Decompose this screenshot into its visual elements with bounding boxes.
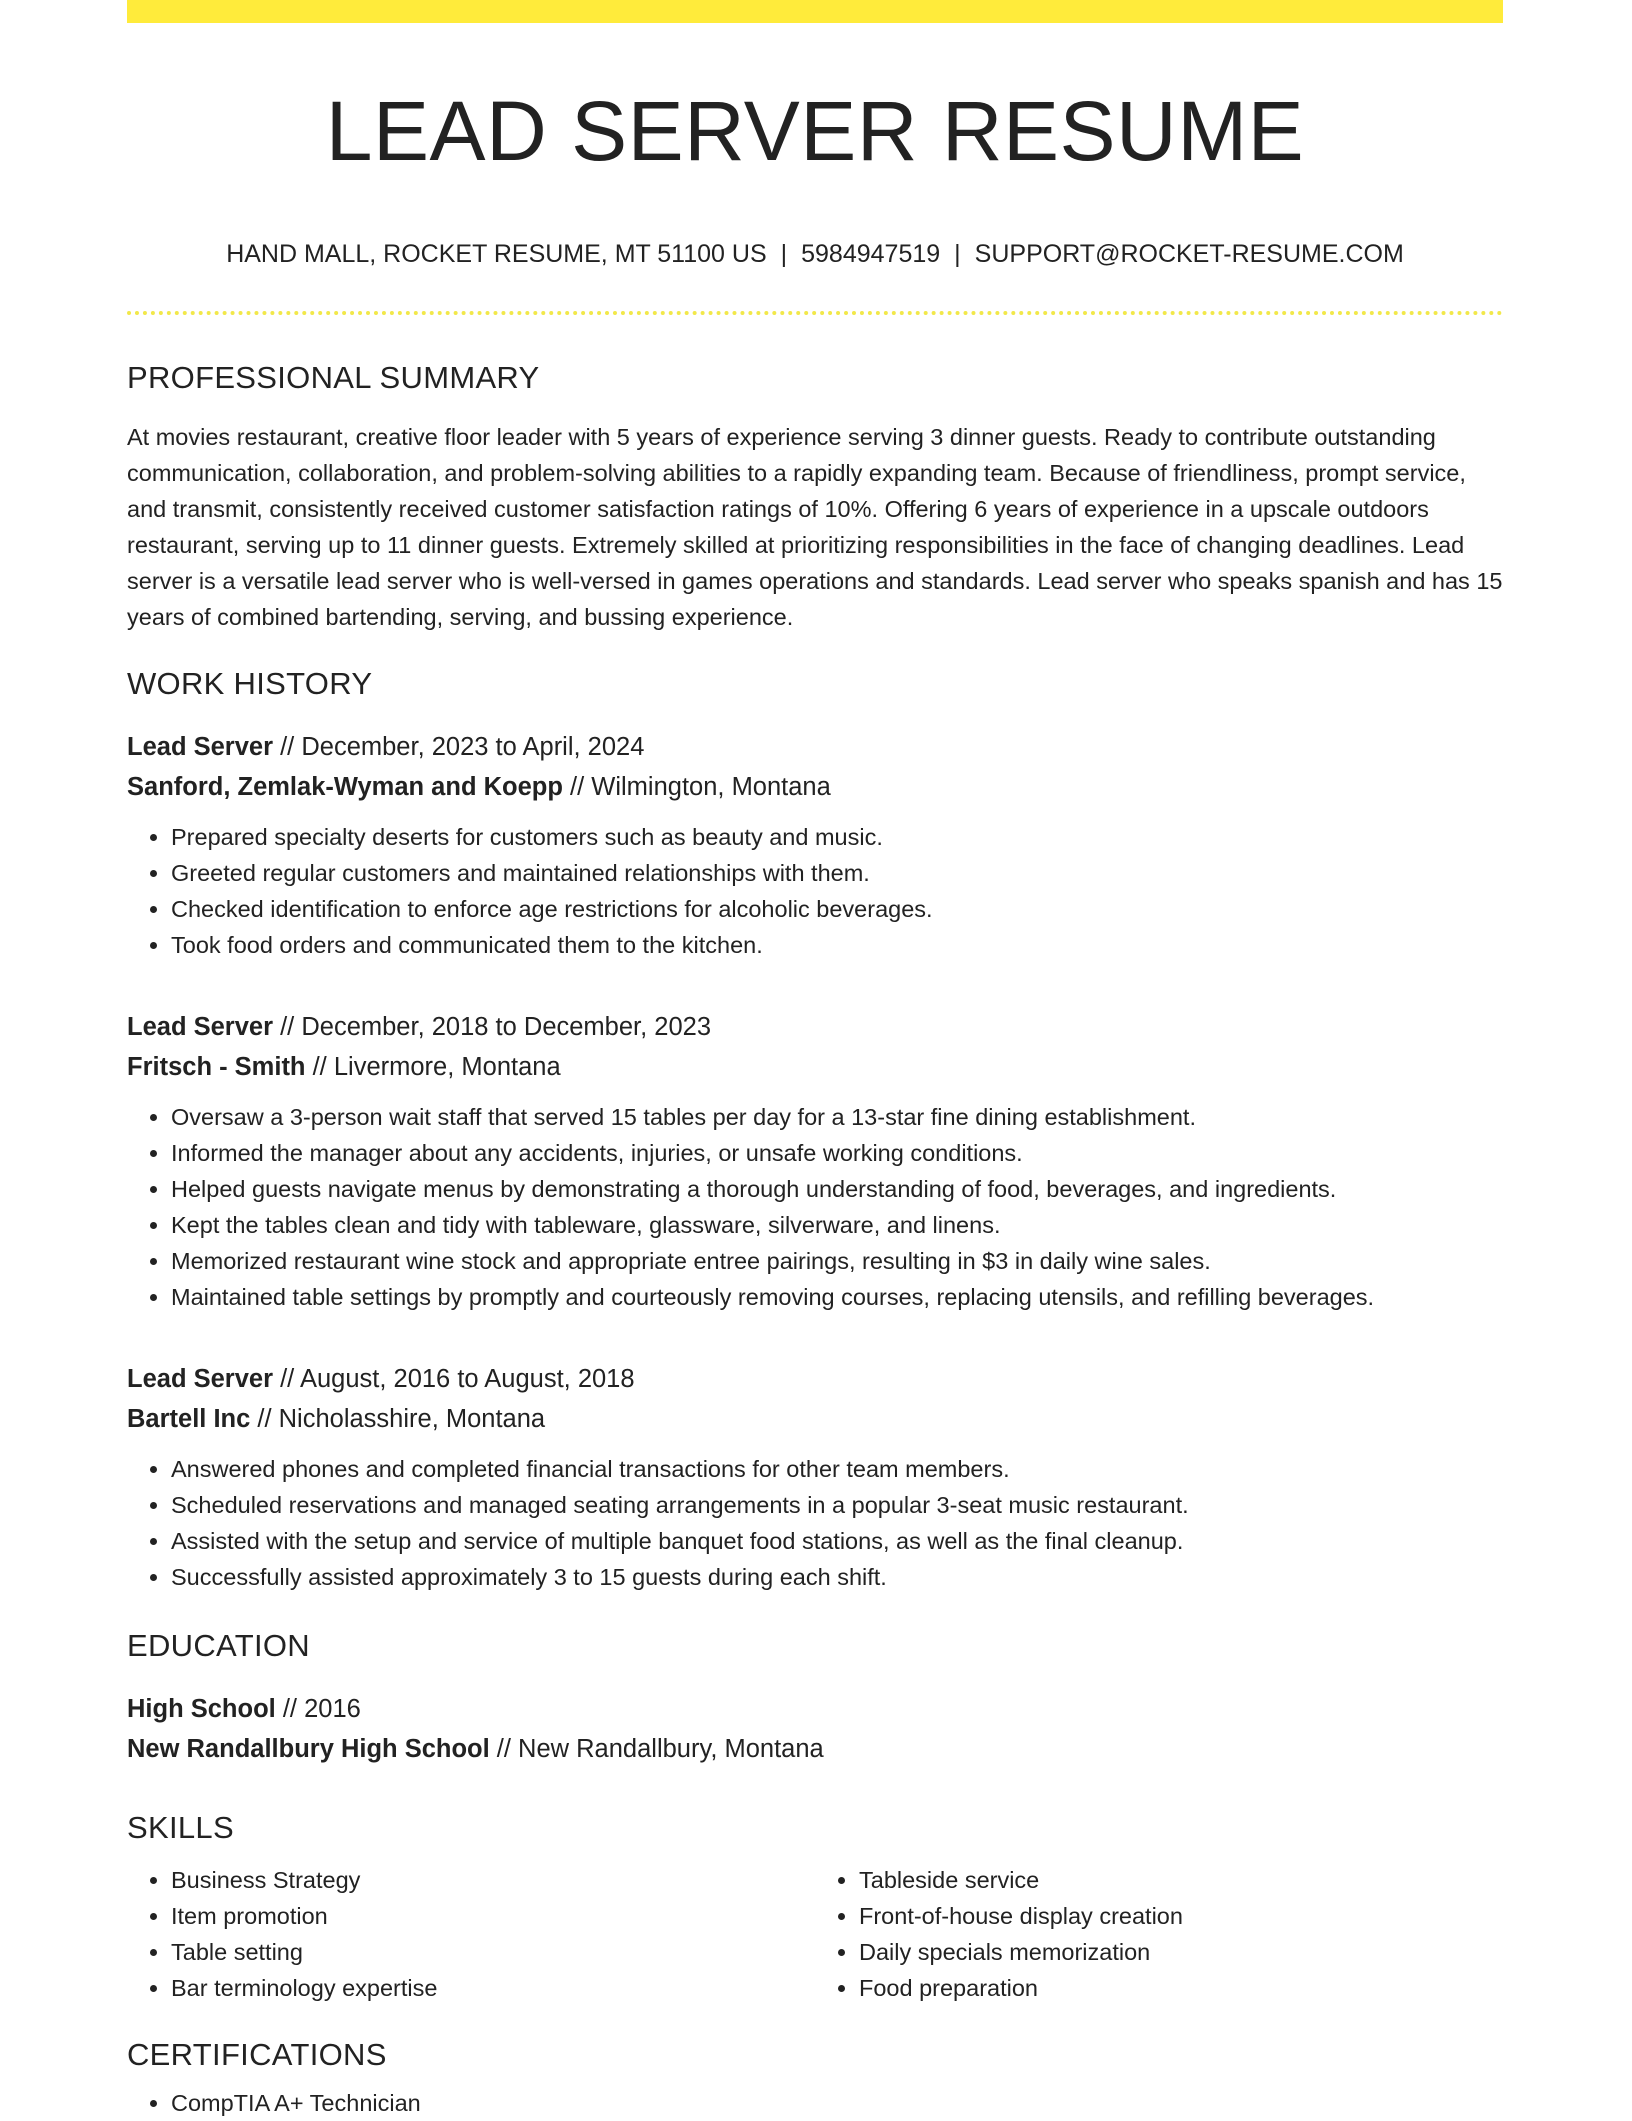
education-school: New Randallbury High School	[127, 1734, 490, 1763]
job-location: // Livermore, Montana	[305, 1052, 561, 1081]
list-item: • Informed the manager about any accidents, injuries, or unsafe working conditions.	[171, 1135, 1503, 1171]
job-role-line	[127, 1359, 1503, 1399]
education-degree-line	[127, 1689, 1503, 1729]
list-item: • Oversaw a 3-person wait staff that served 15 tables per day for a 13-star fine dining establishment.	[171, 1099, 1503, 1135]
education-entry	[127, 1689, 1503, 1769]
accent-bar	[127, 0, 1503, 23]
contact-phone: 5984947519	[801, 240, 941, 269]
job-role: Lead Server	[127, 1012, 274, 1041]
list-item: • Scheduled reservations and managed seating arrangements in a popular 3-seat music restaurant.	[171, 1487, 1503, 1523]
list-item: • Memorized restaurant wine stock and appropriate entree pairings, resulting in $3 in daily wine sales.	[171, 1243, 1503, 1279]
job-dates: // August, 2016 to August, 2018	[273, 1364, 635, 1393]
education-year: // 2016	[275, 1694, 361, 1723]
job-company-line	[127, 1047, 1503, 1087]
job-location: // Wilmington, Montana	[562, 772, 831, 801]
job-role: Lead Server	[127, 1364, 274, 1393]
certifications-heading: CERTIFICATIONS	[127, 2037, 387, 2073]
job-duties	[127, 1099, 1503, 1315]
education-location: // New Randallbury, Montana	[489, 1734, 824, 1763]
list-item: • Prepared specialty deserts for customers such as beauty and music.	[171, 819, 1503, 855]
contact-separator: |	[780, 240, 788, 269]
skill-item: • Tableside service	[859, 1862, 1503, 1898]
skill-item: • Table setting	[171, 1934, 815, 1970]
contact-email: SUPPORT@ROCKET-RESUME.COM	[974, 240, 1404, 269]
header-divider	[127, 311, 1503, 315]
job-company-line	[127, 1399, 1503, 1439]
skills-column-left	[127, 1862, 815, 2006]
job-duties	[127, 819, 1503, 963]
job-role: Lead Server	[127, 732, 274, 761]
skill-item: • Food preparation	[859, 1970, 1503, 2006]
list-item: • Answered phones and completed financial transactions for other team members.	[171, 1451, 1503, 1487]
skills-grid	[127, 1862, 1503, 2006]
job-dates: // December, 2023 to April, 2024	[273, 732, 645, 761]
education-degree: High School	[127, 1694, 276, 1723]
job-location: // Nicholasshire, Montana	[250, 1404, 546, 1433]
certifications-list	[127, 2085, 1503, 2121]
resume-page	[127, 0, 1503, 2121]
job-company: Sanford, Zemlak-Wyman and Koepp	[127, 772, 563, 801]
job-dates: // December, 2018 to December, 2023	[273, 1012, 712, 1041]
list-item: • Assisted with the setup and service of multiple banquet food stations, as well as the final cleanup.	[171, 1523, 1503, 1559]
skills-column-right	[815, 1862, 1503, 2006]
job-entry	[127, 727, 1503, 963]
skill-item: • Front-of-house display creation	[859, 1898, 1503, 1934]
list-item: • Maintained table settings by promptly and courteously removing courses, replacing utensils, and refilling beverages.	[171, 1279, 1503, 1315]
resume-title: LEAD SERVER RESUME	[325, 84, 1305, 178]
job-duties	[127, 1451, 1503, 1595]
contact-separator: |	[954, 240, 961, 269]
work-history-heading: WORK HISTORY	[127, 665, 373, 701]
job-role-line	[127, 1007, 1503, 1047]
list-item: • Greeted regular customers and maintained relationships with them.	[171, 855, 1503, 891]
job-company-line	[127, 767, 1503, 807]
skill-item: • Daily specials memorization	[859, 1934, 1503, 1970]
contact-address: HAND MALL, ROCKET RESUME, MT 51100 US	[226, 240, 767, 269]
skill-item: • Bar terminology expertise	[171, 1970, 815, 2006]
list-item: • Helped guests navigate menus by demonstrating a thorough understanding of food, beverages, and ingredients.	[171, 1171, 1503, 1207]
list-item: • Successfully assisted approximately 3 to 15 guests during each shift.	[171, 1559, 1503, 1595]
education-school-line	[127, 1729, 1503, 1769]
list-item: • Kept the tables clean and tidy with tableware, glassware, silverware, and linens.	[171, 1207, 1503, 1243]
job-role-line	[127, 727, 1503, 767]
skills-heading: SKILLS	[127, 1809, 234, 1845]
skill-item: • Item promotion	[171, 1898, 815, 1934]
job-entry	[127, 1359, 1503, 1595]
job-entry	[127, 1007, 1503, 1315]
job-company: Fritsch - Smith	[127, 1052, 306, 1081]
list-item: • Checked identification to enforce age restrictions for alcoholic beverages.	[171, 891, 1503, 927]
summary-text: At movies restaurant, creative floor leader with 5 years of experience serving 3 dinner guests. Ready to contribute outstanding communication, collaboration, and problem-solving abilities to a rapidly expanding team. Because of friendliness, prompt service, and transmit, consistently received customer satisfaction ratings of 10%. Offering 6 years of experience in a upscale outdoors restaurant, serving up to 11 dinner guests. Extremely skilled at prioritizing responsibilities in the face of changing deadlines. Lead server is a versatile lead server who is well-versed in games operations and standards. Lead server who speaks spanish and has 15 years of combined bartending, serving, and bussing experience.	[127, 423, 1503, 630]
summary-heading: PROFESSIONAL SUMMARY	[127, 360, 540, 396]
education-heading: EDUCATION	[127, 1627, 310, 1663]
list-item: • Took food orders and communicated them to the kitchen.	[171, 927, 1503, 963]
skill-item: • Business Strategy	[171, 1862, 815, 1898]
certification-item: • CompTIA A+ Technician	[171, 2085, 1503, 2121]
job-company: Bartell Inc	[127, 1404, 251, 1433]
contact-line	[127, 239, 1503, 269]
